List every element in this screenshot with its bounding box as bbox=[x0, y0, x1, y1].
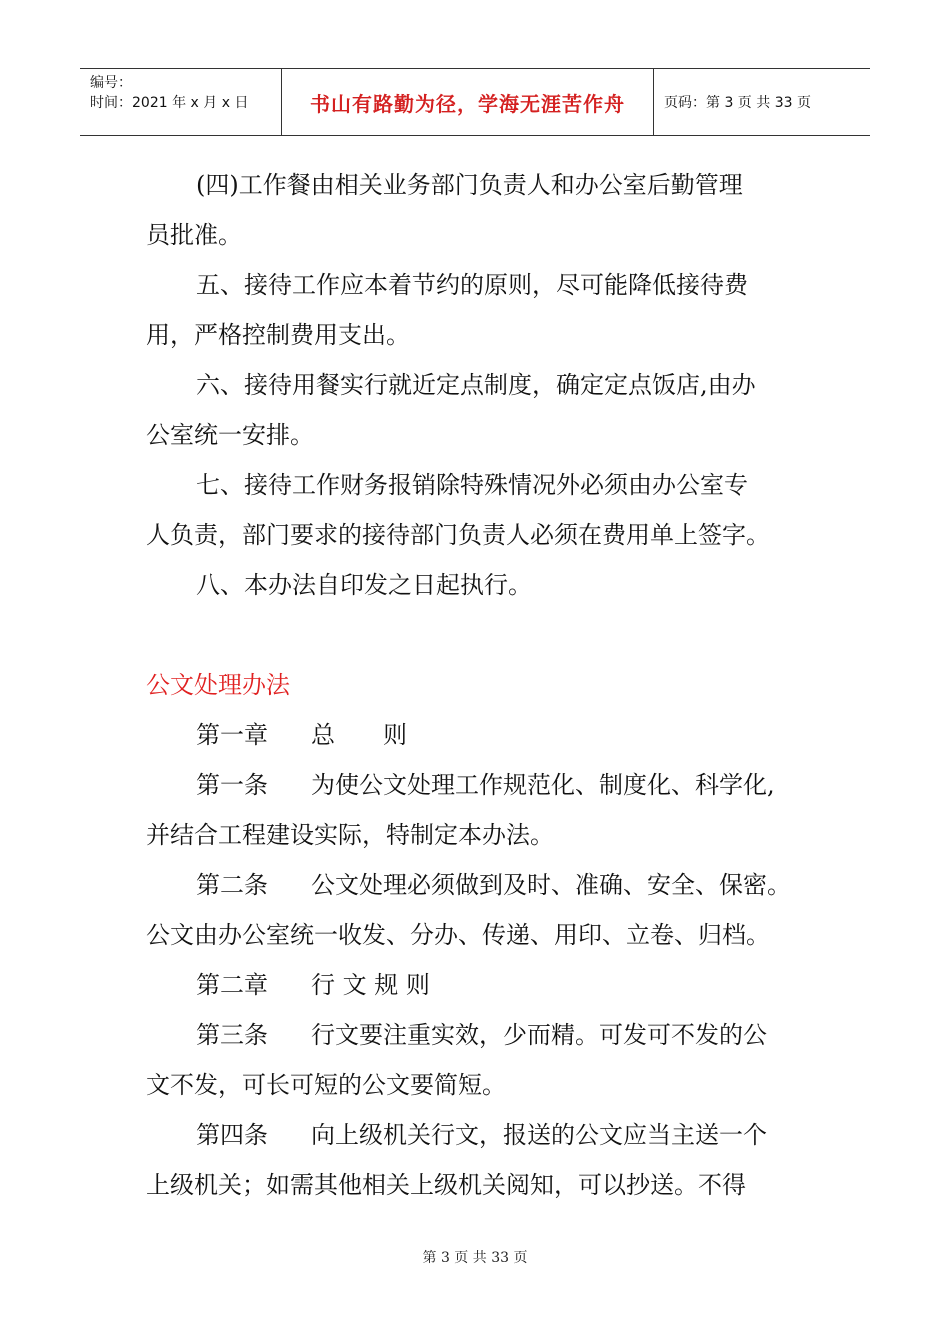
article-number: 第四条 bbox=[196, 1121, 268, 1149]
article-text: 行文要注重实效，少而精。可发可不发的公 bbox=[311, 1021, 767, 1049]
article-line bbox=[146, 860, 818, 910]
document-time-label: 时间：2021 年 x 月 x 日 bbox=[90, 95, 249, 111]
paragraph-line: 并结合工程建设实际，特制定本办法。 bbox=[146, 821, 554, 849]
paragraph-line: 人负责，部门要求的接待部门负责人必须在费用单上签字。 bbox=[146, 521, 770, 549]
chapter-title: 行 文 规 则 bbox=[311, 971, 430, 999]
paragraph-line: 公室统一安排。 bbox=[146, 421, 314, 449]
chapter-heading bbox=[146, 710, 818, 760]
article-line bbox=[146, 1110, 818, 1160]
article-number: 第三条 bbox=[196, 1021, 268, 1049]
article-number: 第二条 bbox=[196, 871, 268, 899]
spacer bbox=[146, 610, 818, 660]
chapter-heading bbox=[146, 960, 818, 1010]
page-footer: 第 3 页 共 33 页 bbox=[422, 1250, 528, 1266]
article-text: 为使公文处理工作规范化、制度化、科学化, bbox=[311, 771, 775, 799]
header-motto: 书山有路勤为径，学海无涯苦作舟 bbox=[282, 69, 654, 135]
paragraph-line: (四)工作餐由相关业务部门负责人和办公室后勤管理 bbox=[196, 171, 743, 199]
article-text: 公文处理必须做到及时、准确、安全、保密。 bbox=[311, 871, 791, 899]
article-line bbox=[146, 760, 818, 810]
chapter-number: 第二章 bbox=[196, 971, 268, 999]
document-body bbox=[146, 160, 818, 1210]
chapter-title: 总 则 bbox=[311, 721, 407, 749]
paragraph-line: 五、接待工作应本着节约的原则，尽可能降低接待费 bbox=[196, 271, 748, 299]
paragraph-line: 上级机关；如需其他相关上级机关阅知，可以抄送。不得 bbox=[146, 1171, 746, 1199]
header-meta bbox=[80, 69, 282, 135]
paragraph-line: 六、接待用餐实行就近定点制度，确定定点饭店,由办 bbox=[196, 371, 756, 399]
article-number: 第一条 bbox=[196, 771, 268, 799]
paragraph-line: 用，严格控制费用支出。 bbox=[146, 321, 410, 349]
article-text: 向上级机关行文，报送的公文应当主送一个 bbox=[311, 1121, 767, 1149]
paragraph-line: 七、接待工作财务报销除特殊情况外必须由办公室专 bbox=[196, 471, 748, 499]
paragraph-line: 公文由办公室统一收发、分办、传递、用印、立卷、归档。 bbox=[146, 921, 770, 949]
section-title: 公文处理办法 bbox=[146, 671, 290, 699]
page-header bbox=[80, 68, 870, 136]
article-line bbox=[146, 1010, 818, 1060]
chapter-number: 第一章 bbox=[196, 721, 268, 749]
paragraph-line: 八、本办法自印发之日起执行。 bbox=[196, 571, 532, 599]
header-page-info: 页码：第 3 页 共 33 页 bbox=[664, 95, 811, 111]
document-number-label: 编号： bbox=[90, 75, 132, 91]
paragraph-line: 员批准。 bbox=[146, 221, 242, 249]
paragraph-line: 文不发，可长可短的公文要简短。 bbox=[146, 1071, 506, 1099]
